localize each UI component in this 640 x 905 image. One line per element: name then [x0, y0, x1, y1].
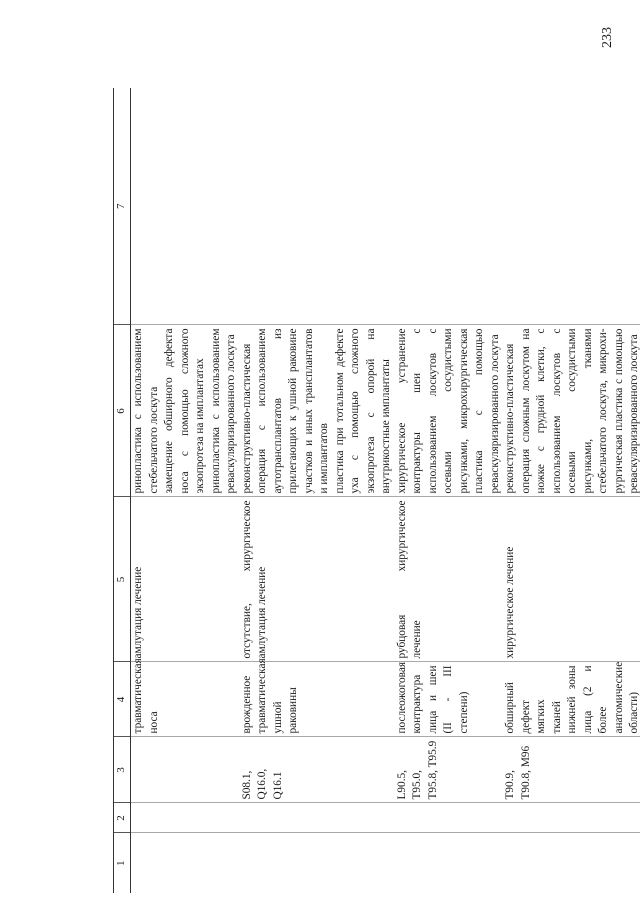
cell-col-2: [395, 803, 504, 833]
cell-col-7: [240, 88, 395, 325]
cell-col-2: [503, 803, 640, 833]
cell-model: обширный дефект мягких тканей нижней зоны лица (2 и более анатомические области): [503, 662, 640, 737]
table-row: [503, 88, 640, 893]
header-col-4: 4: [114, 662, 131, 737]
cell-method: хирургическое устранение контрактуры шеи с использованием лоскутов с осевыми сосудистыми рисунками, микрохирургическая пластика с помощью реваскуляризированного лоскута: [395, 325, 504, 497]
cell-treatment: амлутация лечение: [131, 497, 240, 662]
cell-col-1: [131, 833, 240, 893]
header-col-3: 3: [114, 737, 131, 803]
header-col-2: 2: [114, 803, 131, 833]
cell-treatment: хирургическое лечение: [503, 497, 640, 662]
rotated-table-container: [113, 88, 640, 893]
cell-col-1: [503, 833, 640, 893]
table-row: [395, 88, 504, 893]
cell-codes: L90.5, T95.0, T95.8, T95.9: [395, 737, 504, 803]
cell-method: ринопластика с использованием стебельчатого лоскута замещение обширного дефекта носа с помощью сложного экзопротеза на имплантатах ринопластика с использованием реваскуляризированного лоскута: [131, 325, 240, 497]
header-col-5: 5: [114, 497, 131, 662]
page-number: 233: [600, 27, 615, 49]
cell-treatment: рубцовая хирургическое лечение: [395, 497, 504, 662]
header-col-7: 7: [114, 88, 131, 325]
cell-col-1: [395, 833, 504, 893]
treatment-table: [113, 88, 640, 893]
cell-model: врожденное травматическая ушной раковины: [240, 662, 395, 737]
cell-codes: T90.9, T90.8, M96: [503, 737, 640, 803]
cell-col-2: [240, 803, 395, 833]
cell-codes: S08.1, Q16.0, Q16.1: [240, 737, 395, 803]
cell-col-7: [131, 88, 240, 325]
cell-model: травматическая носа: [131, 662, 240, 737]
header-col-1: 1: [114, 833, 131, 893]
cell-method: реконструктивно-пластическая операция сложным лоскутом на ножке с грудной клетки, с использованием лоскутов с осевыми сосудистыми рисунками, тканями стебельчатого лоскута, микрохи-рургическая пластика с помощью реваскуляризированного лоскута: [503, 325, 640, 497]
header-col-6: 6: [114, 325, 131, 497]
table-header-row: [114, 88, 131, 893]
table-row: [240, 88, 395, 893]
cell-treatment: отсутствие, хирургическое амлутация лечение: [240, 497, 395, 662]
cell-method: реконструктивно-пластическая операция с использованием аутотрансплантатов из прилегающих к ушной раковине участков и иных трансплантатов и имплантатов пластика при тотальном дефекте уха с помощью сложного экзопротеза с опорой на внутрикостные имплантаты: [240, 325, 395, 497]
cell-col-2: [131, 803, 240, 833]
cell-col-1: [240, 833, 395, 893]
cell-codes: [131, 737, 240, 803]
cell-col-7: [503, 88, 640, 325]
cell-model: послеожоговая контрактура лица и шеи (II - III степени): [395, 662, 504, 737]
cell-col-7: [395, 88, 504, 325]
table-row: [131, 88, 240, 893]
